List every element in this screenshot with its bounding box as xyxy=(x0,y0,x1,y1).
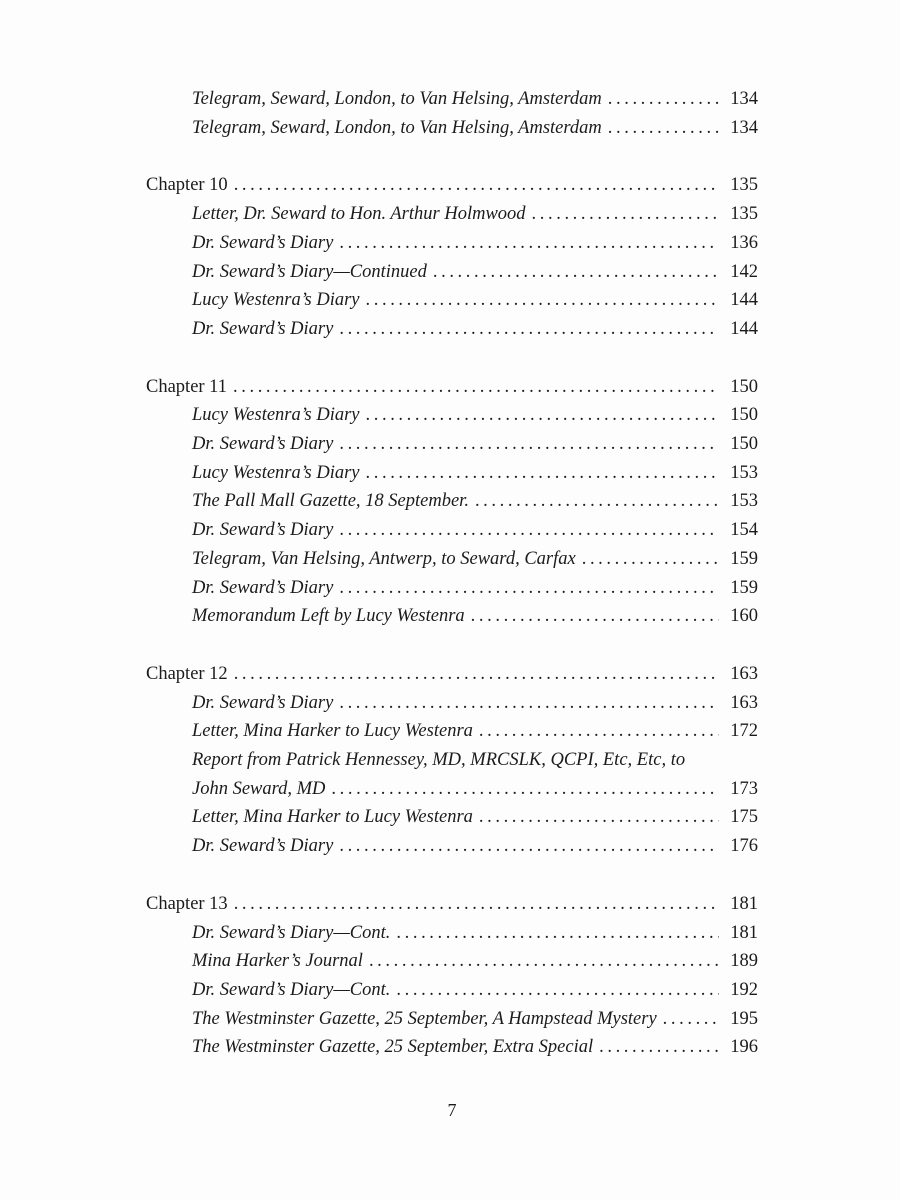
toc-entry-page: 142 xyxy=(730,261,758,282)
page-number: 7 xyxy=(447,1100,457,1120)
toc-entry-label: Chapter 11 xyxy=(146,376,228,397)
toc-entry-page: 150 xyxy=(730,434,758,455)
toc-entry[interactable] xyxy=(146,315,758,344)
toc-entry-label: Report from Patrick Hennessey, MD, MRCSLK, QCPI, Etc, Etc, to xyxy=(192,750,686,771)
toc-entry-label: John Seward, MD xyxy=(192,778,326,799)
toc-entry[interactable] xyxy=(146,976,758,1005)
toc-entry[interactable] xyxy=(146,660,758,689)
toc-entry-label: Chapter 12 xyxy=(146,663,228,684)
toc-entry[interactable] xyxy=(146,689,758,718)
toc-entry-page: 163 xyxy=(730,692,758,713)
toc-entry-label: Dr. Seward’s Diary—Cont. xyxy=(192,979,391,1000)
dot-leader xyxy=(234,890,719,919)
dot-leader xyxy=(475,487,719,516)
toc-entry[interactable] xyxy=(146,229,758,258)
dot-leader xyxy=(582,545,719,574)
toc-entry[interactable] xyxy=(146,85,758,114)
toc-entry-label: Dr. Seward’s Diary xyxy=(192,577,334,598)
toc-entry[interactable] xyxy=(146,919,758,948)
toc-block-continuation xyxy=(146,85,758,142)
toc-entry-label: Dr. Seward’s Diary xyxy=(192,434,334,455)
toc-entry-page: 154 xyxy=(730,520,758,541)
toc-entry[interactable] xyxy=(146,832,758,861)
dot-leader xyxy=(479,717,719,746)
toc-entry[interactable] xyxy=(146,947,758,976)
chapter-block xyxy=(146,171,758,343)
dot-leader xyxy=(366,459,719,488)
toc-entry-page: 163 xyxy=(730,663,758,684)
dot-leader xyxy=(339,689,719,718)
toc-entry-label: Telegram, Seward, London, to Van Helsing, Amsterdam xyxy=(192,89,602,109)
toc-entry[interactable] xyxy=(146,775,758,804)
dot-leader xyxy=(433,258,719,287)
page-footer xyxy=(146,1096,758,1124)
toc-entry-page: 189 xyxy=(730,951,758,972)
toc-entry-label: Mina Harker’s Journal xyxy=(192,951,363,972)
toc-entry[interactable] xyxy=(146,171,758,200)
toc-entry-label: Dr. Seward’s Diary xyxy=(192,318,334,339)
toc-entry-label: Chapter 10 xyxy=(146,175,228,196)
toc-entry-label: Dr. Seward’s Diary—Continued xyxy=(192,261,427,282)
toc-entry-label: The Westminster Gazette, 25 September, Extra Special xyxy=(192,1037,594,1058)
dot-leader xyxy=(339,229,719,258)
toc-entry-label: The Westminster Gazette, 25 September, A Hampstead Mystery xyxy=(192,1008,657,1029)
toc-entry-page: 192 xyxy=(730,979,758,1000)
dot-leader xyxy=(396,976,719,1005)
toc-entry-page: 175 xyxy=(730,807,758,828)
toc-entry[interactable] xyxy=(146,1033,758,1062)
toc-entry-page: 135 xyxy=(730,204,758,225)
toc-entry-page: 134 xyxy=(730,89,758,109)
toc-entry-label: Dr. Seward’s Diary xyxy=(192,232,334,253)
toc-entry[interactable] xyxy=(146,286,758,315)
toc-entry-label: Dr. Seward’s Diary xyxy=(192,520,334,541)
dot-leader xyxy=(599,1033,719,1062)
toc-entry[interactable] xyxy=(146,401,758,430)
toc-entry-label: Letter, Dr. Seward to Hon. Arthur Holmwood xyxy=(192,204,526,225)
toc-entry-label: Lucy Westenra’s Diary xyxy=(192,462,360,483)
toc-entry-label: Telegram, Seward, London, to Van Helsing, Amsterdam xyxy=(192,117,602,138)
toc-entry-page: 159 xyxy=(730,548,758,569)
toc-entry[interactable] xyxy=(146,373,758,402)
toc-entry-page: 196 xyxy=(730,1037,758,1058)
dot-leader xyxy=(366,286,719,315)
toc-entry[interactable] xyxy=(146,717,758,746)
dot-leader xyxy=(234,171,719,200)
dot-leader xyxy=(396,919,719,948)
toc-entry[interactable] xyxy=(146,890,758,919)
toc-entry-page: 136 xyxy=(730,232,758,253)
dot-leader xyxy=(339,315,719,344)
toc-entry[interactable] xyxy=(146,545,758,574)
toc-entry[interactable] xyxy=(146,459,758,488)
toc-entry-label: Letter, Mina Harker to Lucy Westenra xyxy=(192,807,473,828)
toc-entry-label: Chapter 13 xyxy=(146,893,228,914)
dot-leader xyxy=(339,430,719,459)
toc-entry-label: Lucy Westenra’s Diary xyxy=(192,405,360,426)
toc-entry-page: 144 xyxy=(730,318,758,339)
dot-leader xyxy=(479,803,719,832)
chapter-block xyxy=(146,373,758,631)
chapter-block xyxy=(146,890,758,1062)
toc-entry[interactable] xyxy=(146,487,758,516)
toc-entry-page: 153 xyxy=(730,462,758,483)
toc-entry-label: Dr. Seward’s Diary xyxy=(192,692,334,713)
table-of-contents xyxy=(146,85,758,1062)
toc-entry-page: 195 xyxy=(730,1008,758,1029)
toc-entry-page: 134 xyxy=(730,117,758,138)
chapter-block xyxy=(146,660,758,861)
toc-entry[interactable] xyxy=(146,430,758,459)
toc-entry[interactable] xyxy=(146,114,758,143)
toc-entry-page: 160 xyxy=(730,606,758,627)
toc-entry[interactable] xyxy=(146,1005,758,1034)
toc-entry-label: Memorandum Left by Lucy Westenra xyxy=(192,606,465,627)
toc-entry[interactable] xyxy=(146,803,758,832)
dot-leader xyxy=(339,574,719,603)
toc-entry-page: 181 xyxy=(730,893,758,914)
dot-leader xyxy=(608,85,719,114)
toc-entry-page: 135 xyxy=(730,175,758,196)
toc-entry[interactable] xyxy=(146,516,758,545)
toc-entry[interactable] xyxy=(146,602,758,631)
dot-leader xyxy=(369,947,719,976)
dot-leader xyxy=(233,373,719,402)
toc-entry-page: 173 xyxy=(730,778,758,799)
toc-entry-label: Lucy Westenra’s Diary xyxy=(192,290,360,311)
dot-leader xyxy=(532,200,719,229)
toc-entry-page: 159 xyxy=(730,577,758,598)
dot-leader xyxy=(339,516,719,545)
dot-leader xyxy=(234,660,719,689)
dot-leader xyxy=(331,775,719,804)
dot-leader xyxy=(366,401,719,430)
toc-entry-label: Dr. Seward’s Diary—Cont. xyxy=(192,922,391,943)
toc-entry-page: 150 xyxy=(730,405,758,426)
toc-entry-page: 181 xyxy=(730,922,758,943)
toc-entry[interactable] xyxy=(146,200,758,229)
toc-entry-label: Letter, Mina Harker to Lucy Westenra xyxy=(192,721,473,742)
toc-entry-page: 176 xyxy=(730,836,758,857)
dot-leader xyxy=(471,602,719,631)
toc-entry-page: 172 xyxy=(730,721,758,742)
toc-entry[interactable] xyxy=(146,258,758,287)
toc-entry-page: 150 xyxy=(730,376,758,397)
toc-entry-label: Telegram, Van Helsing, Antwerp, to Seward, Carfax xyxy=(192,548,576,569)
toc-entry-label: The Pall Mall Gazette, 18 September. xyxy=(192,491,469,512)
dot-leader xyxy=(339,832,719,861)
dot-leader xyxy=(608,114,719,143)
toc-entry[interactable] xyxy=(146,746,758,775)
toc-entry-page: 153 xyxy=(730,491,758,512)
toc-entry-page: 144 xyxy=(730,290,758,311)
toc-entry[interactable] xyxy=(146,574,758,603)
toc-entry-label: Dr. Seward’s Diary xyxy=(192,836,334,857)
dot-leader xyxy=(663,1005,719,1034)
